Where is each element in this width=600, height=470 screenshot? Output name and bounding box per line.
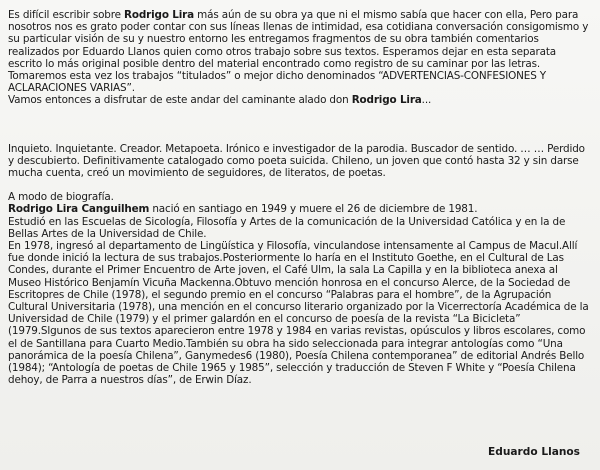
signature: Eduardo Llanos xyxy=(488,446,580,458)
intro-paragraph xyxy=(8,9,592,107)
full-name: Rodrigo Lira Canguilhem xyxy=(8,203,150,216)
intro-closing-text: Vamos entonces a disfrutar de este andar del caminante alado don xyxy=(8,94,352,107)
birth-death-text: nació en santiago en 1949 y muere el 26 de diciembre de 1981. xyxy=(149,203,478,216)
studies-text: Estudió en las Escuelas de Sicología, Filosofía y Artes de la comunicación de la Universidad Católica y en la de Bellas Artes de la Universidad de Chile. xyxy=(8,215,566,240)
biography-section xyxy=(8,191,592,386)
author-name: Rodrigo Lira xyxy=(124,9,195,21)
intro-text-continued: más aún de su obra ya que ni el mismo sabía que hacer con ella, Pero para nosotros nos es grato poder contar con sus líneas llenas de intimidad, esa cotidiana conversación consigomismo y su particular visión de su y nuestro entorno les entregamos fragmentos de su obra también comentarios realizados por Eduardo Llanos quien como otros trabajo sobre sus textos. Esperamos dejar en esta separata escrito lo más original posible dentro del material encontrado como registro de su caminar por las letras. Tomaremos esta vez los trabajos “titulados” o mejor dicho denominados “ADVERTENCIAS-CONFESIONES Y ACLARACIONES VARIAS”. xyxy=(8,9,589,95)
career-text: En 1978, ingresó al departamento de Lingüística y Filosofía, vinculandose intensamente al Campus de Macul.Allí fue donde inició la lectura de sus trabajos.Posteriormente lo haría en el Instituto Goethe, en el Cultural de Las Condes, durante el Primer Encuentro de Arte joven, el Café Ulm, la sala La Capilla y en la biblioteca anexa al Museo Histórico Benjamín Vicuña Mackenna.Obtuvo mención honrosa en el concurso Alerce, de la Sociedad de Escritopres de Chile (1978), el segundo premio en el concurso “Palabras para el hombre”, de la Agrupación Cultural Universitaria (1978), una mención en el concurso literario organizado por la Vicerrectoría Académica de la Universidad de Chile (1979) y el primer galardón en el concurso de poesía de la revista “La Bicicleta” (1979.Slgunos de sus textos aparecieron entre 1978 y 1984 en varias revistas, opúsculos y libros escolares, como el de Santillana para Cuarto Medio.También su obra ha sido seleccionada para integrar antologías como “Una panorámica de la poesía Chilena”, Ganymedes6 (1980), Poesía Chilena contemporanea” de editorial Andrés Bello (1984); “Antología de poetas de Chile 1965 y 1985”, selección y traducción de Steven F White y “Poesía Chilena dehoy, de Parra a nuestros días”, de Erwin Díaz. xyxy=(8,240,589,387)
biography-heading: A modo de biografía. xyxy=(8,191,114,204)
description-paragraph: Inquieto. Inquietante. Creador. Metapoeta. Irónico e investigador de la parodia. Buscador de sentido. … … Perdido y descubierto. Definitivamente catalogado como poeta suicida. Chileno, un joven que contó hasta 32 y sin darse mucha cuenta, creó un movimiento de seguidores, de literatos, de poetas. xyxy=(8,142,585,180)
intro-text: Es difícil escribir sobre xyxy=(8,9,125,21)
author-name-closing: Rodrigo Lira xyxy=(351,94,422,107)
intro-ellipsis: ... xyxy=(421,94,432,107)
